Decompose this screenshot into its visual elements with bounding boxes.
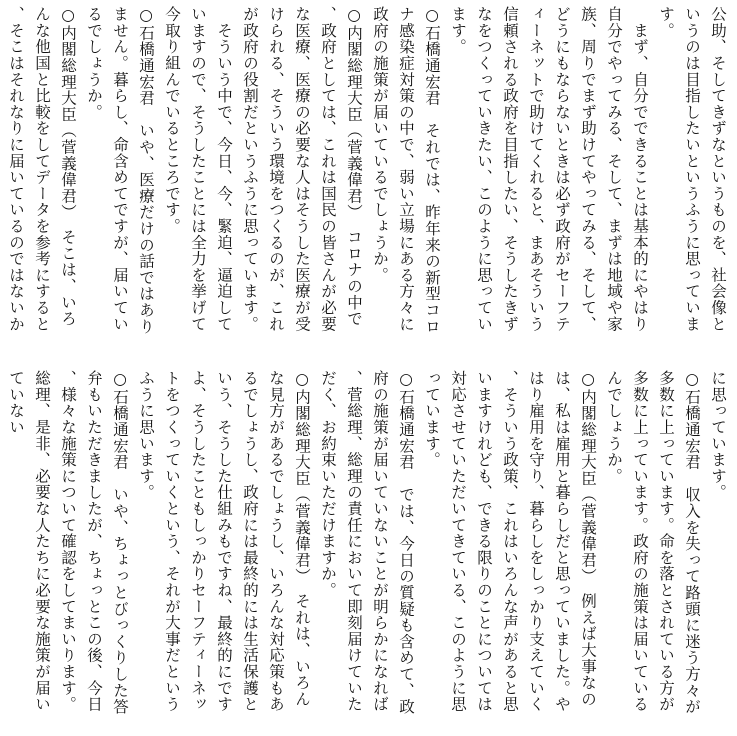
transcript-lower-block: に思っています。 ○石橋通宏君 収入を失って路頭に迷う方々が 多数に上っています。命を落とされている方が 多数に上っています。政府の施策は届いている んでしょうか。 ○内閣総理大臣（菅義偉君） 例えば大事なの は、私は雇用と暮らしだと思っていました。や はり雇用を守り、暮らしをしっかり支えていく 、そういう政策、これはいろんな声があると思 いますけれども、できる限りのことについては 対応させていただいてきている、このように思 っています。 ○石橋通宏君 では、今日の質疑も含めて、政 府の施策が届いていないことが明らかになれば 、菅総理、総理の責任において即刻届けていた だく、お約束いただけますか。 ○内閣総理大臣（菅義偉君） それは、いろん な見方があるでしょうし、いろんな対応策もあ るでしょうし、政府には最終的には生活保護と いう、そうした仕組みもですね、最終的にです よ、そうしたこともしっかりセーフティーネッ トをつくっていくという、それが大事だという ふうに思います。 ○石橋通宏君 いや、ちょっとびっくりした答 弁もいただきましたが、ちょっとこの後、今日 、様々な施策について確認をしてまいります。 総理、是非、必要な人たちに必要な施策が届い ていない	[7, 370, 727, 715]
transcript-upper-block: 公助、そしてきずなというものを、社会像と いうのは目指したいというふうに思っていま す。 まず、自分でできることは基本的にやはり 自分でやってみる、そして、まずは地域や家 族、周りでまず助けてやってみる、そして、 どうにもならないときは必ず政府がセーフテ ィーネットで助けてくれると、まあそういう 信頼される政府を目指したい、そうしたきず なをつくっていきたい、このように思ってい ます。 ○石橋通宏君 それでは、昨年来の新型コロ ナ感染症対策の中で、弱い立場にある方々に 政府の施策が届いているでしょうか。 ○内閣総理大臣（菅義偉君） コロナの中で 、政府としては、これは国民の皆さんが必要 な医療、医療の必要な人はそうした医療が受 けられる、そういう環境をつくるのが、これ が政府の役割だというふうに思っています。 そういう中で、今日、今、緊迫、逼迫して いますので、そうしたことには全力を挙げて 今取り組んでいるところです。 ○石橋通宏君 いや、医療だけの話ではあり ません。暮らし、命含めてですが、届いてい るでしょうか。 ○内閣総理大臣（菅義偉君） そこは、いろ んな他国と比較をしてデータを参考にすると 、そこはそれなりに届いているのではないか	[7, 6, 727, 335]
